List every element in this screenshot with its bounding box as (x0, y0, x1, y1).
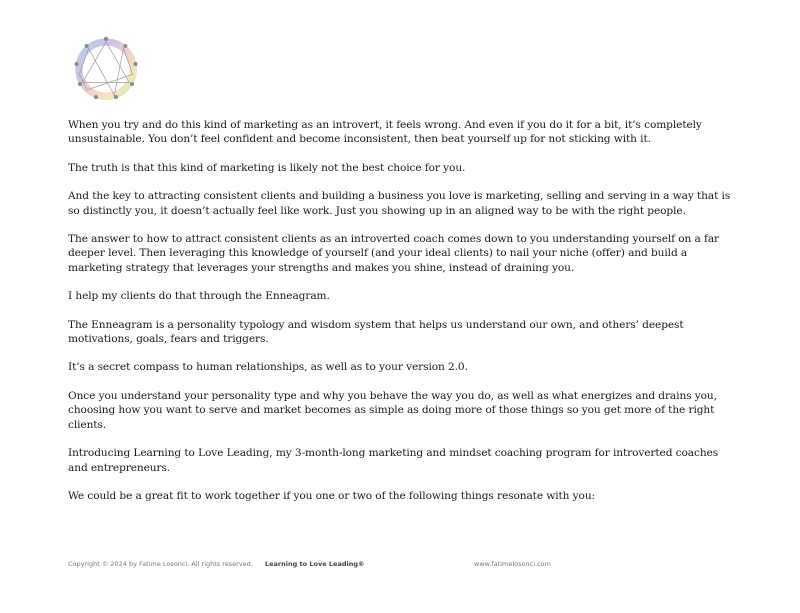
footer-copyright: Copyright © 2024 by Fatime Losonci. All rights reserved. (68, 560, 253, 568)
paragraph: The truth is that this kind of marketing is likely not the best choice for you. (68, 161, 466, 174)
paragraph: Introducing Learning to Love Leading, my 3-month-long marketing and mindset coaching program for introverted coaches and entrepreneurs. (68, 447, 719, 474)
footer-url-link[interactable]: www.fatimelosonci.com (474, 560, 551, 568)
footer-brand: Learning to Love Leading® (265, 560, 365, 568)
body-text (68, 118, 732, 517)
page-footer (68, 560, 668, 572)
paragraph: And the key to attracting consistent clients and building a business you love is marketing, selling and serving in a way that is so distinctly you, it doesn’t actually feel like work. Just you showing up in an aligned way to be with the right people. (68, 190, 731, 217)
paragraph: Once you understand your personality type and why you behave the way you do, as well as what energizes and drains you, choosing how you want to serve and market becomes as simple as doing more of those things so you get more of the right clients. (68, 389, 717, 431)
paragraph: I help my clients do that through the Enneagram. (68, 290, 330, 303)
enneagram-logo-icon (66, 30, 146, 108)
paragraph: It’s a secret compass to human relationships, as well as to your version 2.0. (68, 361, 468, 374)
paragraph: When you try and do this kind of marketing as an introvert, it feels wrong. And even if you do it for a bit, it’s completely unsustainable. You don’t feel confident and become inconsistent, then beat yourself up for not sticking with it. (68, 119, 702, 146)
paragraph: We could be a great fit to work together if you one or two of the following things resonate with you: (68, 489, 596, 502)
paragraph: The answer to how to attract consistent clients as an introverted coach comes down to you understanding yourself on a far deeper level. Then leveraging this knowledge of yourself (and your ideal clients) to nail your niche (offer) and build a marketing strategy that leverages your strengths and makes you shine, instead of draining you. (68, 233, 720, 274)
paragraph: The Enneagram is a personality typology and wisdom system that helps us understand our own, and others’ deepest motivations, goals, fears and triggers. (68, 318, 684, 346)
